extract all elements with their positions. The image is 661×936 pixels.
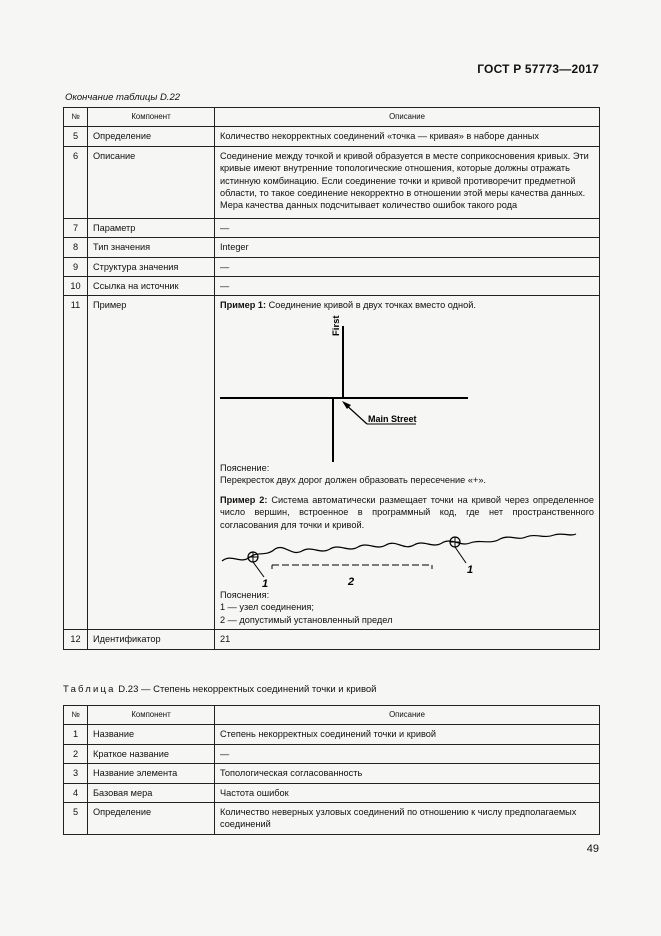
row-description: Частота ошибок: [215, 783, 600, 802]
table-d23: [63, 705, 600, 835]
label-2: 2: [348, 575, 355, 588]
row-component: Базовая мера: [88, 783, 215, 802]
example-1-text: Соединение кривой в двух точках вместо одной.: [266, 300, 476, 311]
table-row: [64, 257, 600, 276]
row-component: Параметр: [88, 218, 215, 237]
document-code: ГОСТ Р 57773—2017: [477, 62, 599, 76]
table-row: [64, 783, 600, 802]
table-row: [64, 218, 600, 237]
wavy-curve: [222, 534, 576, 561]
table-row: [64, 146, 600, 218]
label-1-right: 1: [467, 563, 474, 576]
table-row: [64, 127, 600, 146]
row-number: 5: [64, 127, 88, 146]
table-row: [64, 238, 600, 257]
row-component: Название элемента: [88, 764, 215, 783]
table-row: [64, 277, 600, 296]
row-number: 11: [64, 296, 88, 630]
row-description: 21: [215, 630, 600, 649]
row-component: Название: [88, 725, 215, 744]
table-header-row: [64, 108, 600, 127]
row-description: —: [215, 218, 600, 237]
table-caption-text: D.23 — Степень некорректных соединений точки и кривой: [115, 684, 377, 695]
example-1-title: Пример 1:: [220, 300, 267, 311]
row-component: Ссылка на источник: [88, 277, 215, 296]
first-street-label: First: [331, 315, 342, 336]
leader-left: [253, 562, 264, 577]
row-number: 7: [64, 218, 88, 237]
curve-nodes-figure: [220, 531, 590, 589]
row-number: 6: [64, 146, 88, 218]
page-number: 49: [586, 843, 599, 855]
table-caption: Окончание таблицы D.22: [65, 92, 181, 103]
table-header-row: [64, 706, 600, 725]
notes-2-item-1: 1 — узел соединения;: [220, 602, 314, 613]
notes-2-item-2: 2 — допустимый установленный предел: [220, 614, 393, 625]
notes-1-title: Пояснение:: [220, 462, 270, 473]
row-number: 9: [64, 257, 88, 276]
row-number: 10: [64, 277, 88, 296]
row-description: Соединение между точкой и кривой образуется в месте соприкосновения кривых. Эти кривые имеют внутренние топологические отношения, которые должны отражать истинную комбинацию. Если соединение точки и кривой противоречит предметной области, то такое соединение некорректно в отношении этой меры качества данных. Мера качества данных подсчитывает количество ошибок такого рода: [215, 146, 600, 218]
row-component: Описание: [88, 146, 215, 218]
notes-1-text: Перекресток двух дорог должен образовать пересечение «+».: [220, 475, 486, 486]
row-description: —: [215, 277, 600, 296]
table-row: [64, 803, 600, 835]
row-description: —: [215, 257, 600, 276]
table-row: [64, 764, 600, 783]
table-row: [64, 630, 600, 649]
example-2-paragraph: [220, 494, 594, 531]
row-component: Идентификатор: [88, 630, 215, 649]
row-number: 8: [64, 238, 88, 257]
row-description: Integer: [215, 238, 600, 257]
column-header-num: №: [64, 706, 88, 725]
row-number: 2: [64, 744, 88, 763]
table-row-example: [64, 296, 600, 630]
row-component: Структура значения: [88, 257, 215, 276]
example-2-text: Система автоматически размещает точки на кривой через определенное число вершин, встроенное в программный код, где нет пространственного согласования для точки и кривой.: [220, 494, 594, 530]
table-row: [64, 725, 600, 744]
table-d22-continuation: [63, 107, 600, 650]
table-caption-prefix: Таблица: [63, 684, 116, 695]
example-2-title: Пример 2:: [220, 494, 268, 505]
row-description: —: [215, 744, 600, 763]
column-header-num: №: [64, 108, 88, 127]
column-header-component: Компонент: [88, 706, 215, 725]
row-number: 12: [64, 630, 88, 649]
main-street-label: Main Street: [368, 413, 417, 424]
table-row: [64, 744, 600, 763]
row-description: Количество некорректных соединений «точка — кривая» в наборе данных: [215, 127, 600, 146]
row-component: Краткое название: [88, 744, 215, 763]
row-component: Определение: [88, 803, 215, 835]
row-number: 3: [64, 764, 88, 783]
column-header-component: Компонент: [88, 108, 215, 127]
example-cell: [215, 296, 600, 630]
leader-right: [455, 547, 466, 563]
row-component: Пример: [88, 296, 215, 630]
column-header-description: Описание: [215, 706, 600, 725]
intersection-figure: [220, 312, 590, 462]
column-header-description: Описание: [215, 108, 600, 127]
example-1-line: [220, 299, 594, 311]
row-description: Топологическая согласованность: [215, 764, 600, 783]
table-d23-caption: [63, 684, 376, 695]
row-component: Тип значения: [88, 238, 215, 257]
row-description: Степень некорректных соединений точки и кривой: [215, 725, 600, 744]
row-number: 1: [64, 725, 88, 744]
row-component: Определение: [88, 127, 215, 146]
row-number: 5: [64, 803, 88, 835]
row-number: 4: [64, 783, 88, 802]
label-1-left: 1: [262, 577, 269, 589]
notes-2-title: Пояснения:: [220, 589, 270, 600]
row-description: Количество неверных узловых соединений по отношению к числу предполагаемых соединений: [215, 803, 600, 835]
